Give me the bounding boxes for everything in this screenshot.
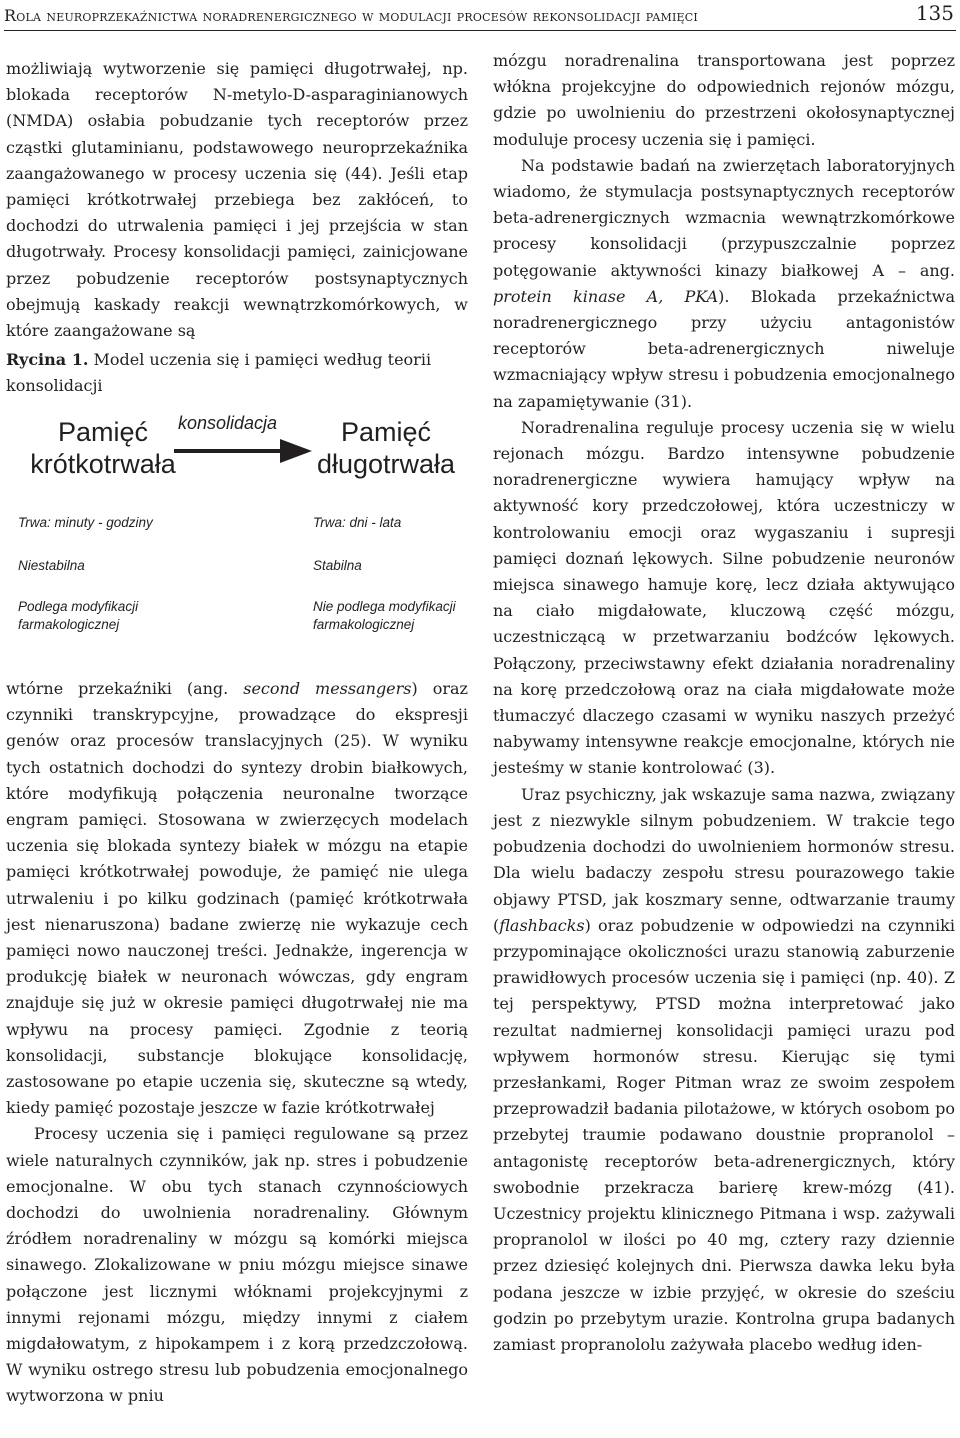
paragraph: Noradrenalina reguluje procesy uczenia się w wielu rejonach mózgu. Bardzo intensywne pobudzenie noradrenergiczne wywiera hamujący wpływ na aktywność kory przedczołowej, która uczestniczy w kontrolowaniu emocji oraz wygaszaniu i supresji pamięci doznań lękowych. Silne pobudzenie neuronów miejsca sinawego hamuje korę, lecz działa aktywująco na ciało migdałowate, kluczową część mózgu, uczestniczącą w przetwarzaniu bodźców lękowych. Połączony, przeciwstawny efekt działania noradrenaliny na korę przedczołową oraz na ciała migdałowate może tłumaczyć dlaczego czasami w wyniku naszych przeżyć nabywamy intensywne reakcje emocjonalne, których nie jesteśmy w stanie kontrolować (3). <box>493 417 955 778</box>
consolidation-arrow-label: konsolidacja <box>178 413 278 433</box>
long-term-pharmacology: Nie podlega modyfikacji farmakologicznej <box>313 599 456 632</box>
right-column <box>493 48 955 1358</box>
left-column-top <box>6 56 468 344</box>
running-title: Rola neuroprzekaźnictwa noradrenergicznego w modulacji procesów rekonsolidacji pamięci <box>4 6 698 25</box>
short-term-pharmacology: Podlega modyfikacji farmakologicznej <box>18 599 139 632</box>
long-term-stability: Stabilna <box>313 558 362 573</box>
paragraph: mózgu noradrenalina transportowana jest poprzez włókna projekcyjne do odpowiednich rejonów mózgu, gdzie po uwolnieniu do przestrzeni okołosynaptycznej moduluje procesy uczenia się i pamięci. <box>493 51 955 149</box>
short-term-stability: Niestabilna <box>18 558 85 573</box>
long-term-memory-title: Pamięć długotrwała <box>316 417 456 479</box>
page-number: 135 <box>915 1 954 25</box>
short-term-memory-title: Pamięć krótkotrwała <box>30 417 176 479</box>
running-header <box>4 0 956 31</box>
paragraph: wtórne przekaźniki (ang. second messangers) oraz czynniki transkrypcyjne, prowadzące do ekspresji genów oraz procesów translacyjnych (25). W wyniku tych ostatnich dochodzi do syntezy drobin białkowych, które modyfikują połączenia neuronalne tworzące engram pamięci. Stosowana w zwierzęcych modelach uczenia się blokada syntezy białek w mózgu na etapie pamięci krótkotrwałej powoduje, że pamięć nie ulega utrwaleniu i po kilku godzinach (pamięć krótkotrwała jest nienaruszona) badane zwierzę nie wykazuje cech pamięci nowo nauczonej treści. Jednakże, ingerencja w produkcję białek w neuronach wówczas, gdy engram znajduje się już w okresie pamięci długotrwałej nie ma wpływu na procesy pamięci. Zgodnie z teorią konsolidacji, substancje blokujące konsolidację, zastosowane po etapie uczenia się, skuteczne są wtedy, kiedy pamięć pozostaje jeszcze w fazie krótkotrwałej <box>6 679 468 1118</box>
long-term-duration: Trwa: dni - lata <box>313 515 402 530</box>
short-term-duration: Trwa: minuty - godziny <box>18 515 153 530</box>
paragraph: możliwiają wytworzenie się pamięci długotrwałej, np. blokada receptorów N-metylo-D-asparaginianowych (NMDA) osłabia pobudzanie tych receptorów przez cząstki glutaminianu, podstawowego neuroprzekaźnika zaangażowanego w procesy uczenia się (44). Jeśli etap pamięci krótkotrwałej przebiega bez zakłóceń, to dochodzi do utrwalenia pamięci i jej przejścia w stan długotrwały. Procesy konsolidacji pamięci, zainicjowane przez pobudzenie receptorów postsynaptycznych obejmują kaskady reakcji wewnątrzkomórkowych, w które zaangażowane są <box>6 59 468 341</box>
figure-caption-text: Model uczenia się i pamięci według teorii konsolidacji <box>6 350 432 395</box>
paragraph: Na podstawie badań na zwierzętach laboratoryjnych wiadomo, że stymulacja postsynaptycznych receptorów beta-adrenergicznych wzmacnia wewnątrzkomórkowe procesy konsolidacji (przypuszczalnie poprzez potęgowanie aktywności kinazy białkowej A – ang. protein kinase A, PKA). Blokada przekaźnictwa noradrenergicznego przy użyciu antagonistów receptorów beta-adrenergicznych niweluje wzmacniający wpływ stresu i pobudzenia emocjonalnego na zapamiętywanie (31). <box>493 155 956 411</box>
paragraph: Procesy uczenia się i pamięci regulowane są przez wiele naturalnych czynników, jak np. stres i pobudzenie emocjonalne. W obu tych stanach czynnościowych dochodzi do uwolnienia noradrenaliny. Głównym źródłem noradrenaliny w mózgu są komórki miejsca sinawego. Zlokalizowane w pniu mózgu miejsce sinawe połączone jest licznymi włóknami projekcyjnymi z innymi rejonami mózgu, między innymi z ciałem migdałowatym, z hipokampem i z korą przedzczołową. W wyniku ostrego stresu lub pobudzenia emocjonalnego wytworzona w pniu <box>6 1124 468 1406</box>
figure-consolidation-model <box>6 402 468 662</box>
figure-caption <box>6 347 468 399</box>
consolidation-arrow <box>174 438 314 464</box>
paragraph: Uraz psychiczny, jak wskazuje sama nazwa, związany jest z niezwykle silnym pobudzeniem. W trakcie tego pobudzenia dochodzi do uwolnieniem hormonów stresu. Dla wielu badaczy zespołu stresu pourazowego takie objawy PTSD, jak koszmary senne, odtwarzanie traumy (flashbacks) oraz pobudzenie w odpowiedzi na czynniki przypominające okoliczności urazu stanowią zaburzenie prawidłowych procesów uczenia się i pamięci (np. 40). Z tej perspektywy, PTSD można interpretować jako rezultat nadmiernej konsolidacji pamięci urazu pod wpływem hormonów stresu. Kierując się tymi przesłankami, Roger Pitman wraz ze swoim zespołem przeprowadził badania pilotażowe, w których osobom po przebytej traumie podawano doustnie propranolol – antagonistę receptorów beta-adrenergicznych, który swobodnie przekracza barierę krew-mózg (41). Uczestnicy projektu klinicznego Pitmana i wsp. zażywali propranolol w ilości po 40 mg, cztery razy dziennie przez dziesięć kolejnych dni. Pierwsza dawka leku była podana jeszcze w izbie przyjęć, w okresie do sześciu godzin po przebytym urazie. Kontrolna grupa badanych zamiast propranololu zażywała placebo według iden- <box>493 784 955 1354</box>
left-column-bottom <box>6 676 468 1410</box>
figure-caption-label: Rycina 1. <box>6 350 89 369</box>
